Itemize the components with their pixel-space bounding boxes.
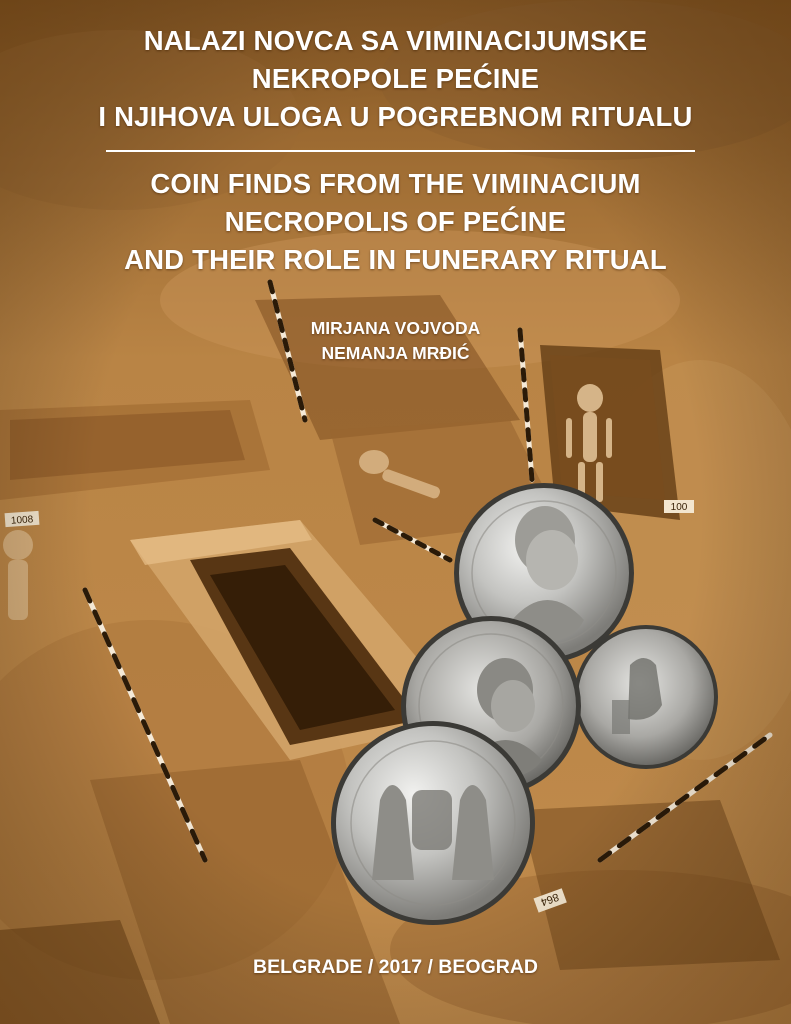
title-serbian: [0, 22, 791, 136]
title-serbian-line-2: NEKROPOLE PEĆINE: [251, 63, 540, 94]
title-english-line-2: NECROPOLIS OF PEĆINE: [224, 206, 567, 237]
imprint: BELGRADE / 2017 / BEOGRAD: [253, 956, 538, 978]
coin-concordia: [331, 721, 535, 925]
title-divider: [106, 150, 695, 152]
title-english: [0, 165, 791, 279]
authors: [0, 316, 791, 366]
author-2: NEMANJA MRĐIĆ: [321, 343, 470, 363]
title-serbian-line-3: I NJIHOVA ULOGA U POGREBNOM RITUALU: [98, 101, 693, 132]
author-1: MIRJANA VOJVODA: [310, 318, 481, 338]
title-english-line-1: COIN FINDS FROM THE VIMINACIUM: [150, 168, 641, 199]
title-serbian-line-1: NALAZI NOVCA SA VIMINACIJUMSKE: [143, 25, 648, 56]
title-english-line-3: AND THEIR ROLE IN FUNERARY RITUAL: [124, 244, 667, 275]
